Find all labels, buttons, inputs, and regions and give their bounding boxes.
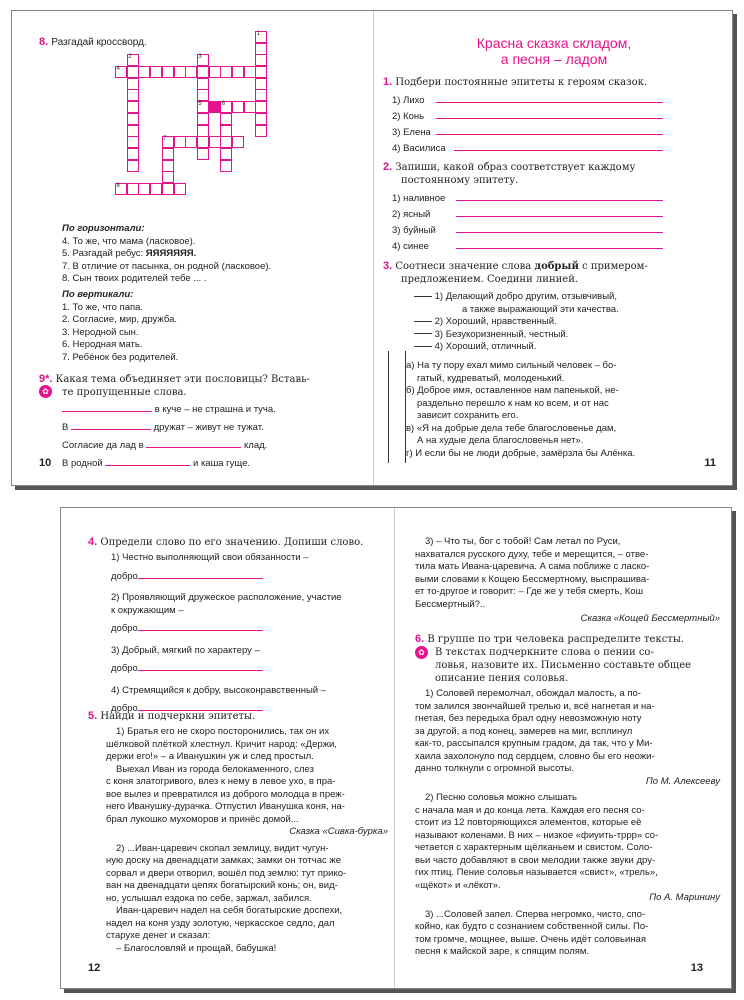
crossword-number: 1	[256, 30, 261, 37]
task-3-title-2: предложением. Соедини линией.	[401, 274, 579, 285]
crossword-cell[interactable]	[232, 136, 244, 148]
crossword-cell[interactable]	[255, 89, 267, 101]
crossword-cell[interactable]	[220, 136, 232, 148]
crossword-cell[interactable]	[244, 101, 256, 113]
answer-line[interactable]	[456, 239, 663, 249]
answer-line[interactable]	[456, 207, 663, 217]
example-b[interactable]: б) Доброе имя, оставленное нам папенькой, не-	[406, 385, 619, 396]
clue-v3: 3. Неродной сын.	[62, 326, 139, 338]
crossword-cell[interactable]	[255, 125, 267, 137]
word-dobryi: добрый	[534, 261, 579, 272]
group-work-icon: ✿	[415, 646, 428, 659]
rebus: ЯЯЯЯЯЯЯ.	[145, 248, 197, 259]
task-4-number: 4.	[88, 536, 98, 548]
crossword-cell[interactable]	[162, 160, 174, 172]
source-n2: По А. Маринину	[649, 892, 720, 903]
crossword-cell[interactable]	[209, 101, 221, 113]
task-8-title: Разгадай кроссворд.	[51, 37, 147, 48]
crossword-grid[interactable]	[12, 11, 373, 231]
answer-line[interactable]	[138, 569, 263, 579]
crossword-number: 2	[128, 54, 132, 61]
answer-line[interactable]	[436, 109, 663, 119]
blank[interactable]	[71, 420, 151, 430]
crossword-cell[interactable]	[220, 125, 232, 137]
crossword-cell[interactable]	[150, 66, 162, 78]
group-work-icon: ✿	[39, 385, 52, 398]
answer-line[interactable]	[456, 191, 663, 201]
clues-vertical	[62, 289, 362, 364]
task-2-number: 2.	[383, 161, 393, 173]
clue-h4: 4. То же, что мама (ласковое).	[62, 235, 196, 247]
crossword-cell[interactable]	[138, 66, 150, 78]
crossword-cell[interactable]	[255, 78, 267, 90]
crossword-cell[interactable]	[127, 136, 139, 148]
task-6-number: 6.	[415, 633, 425, 645]
meaning-2[interactable]: 2) Хороший, нравственный.	[414, 316, 714, 329]
task-9-number: 9*.	[39, 373, 53, 385]
crossword-cell[interactable]	[185, 66, 197, 78]
clue-v6: 6. Неродная мать.	[62, 339, 143, 350]
crossword-cell[interactable]	[255, 54, 267, 66]
crossword-cell[interactable]	[232, 101, 244, 113]
task-5-title: Найди и подчеркни эпитеты.	[100, 711, 256, 722]
crossword-cell[interactable]	[232, 66, 244, 78]
task-3-number: 3.	[383, 260, 393, 272]
answer-line[interactable]	[454, 141, 663, 151]
task-1-items: 1) Лихо 2) Конь 3) Елена 4) Василиса	[392, 93, 663, 157]
crossword-cell[interactable]	[197, 148, 209, 160]
crossword-cell[interactable]	[127, 125, 139, 137]
text-1: 1) Братья его не скоро посторонились, так он их шёлковой плёткой хлестнул. Кричит народ: «Держи, держи его!» – а Иванушкин уж и след простыл. Выехал Иван из города белокаменного, слез с коня златогривого, влез к нему в левое ухо, в пра- вое вылез и превратился из доброго молодца в преж- него Иванушку-дурачка. Отпустил Иванушка коня, на- брал лукошко мухоморов и принёс домой... Сказка «Сивка-бурка» 2) ...Иван-царевич скопал землицу, видит чугун- ную доску на двенадцати замках; замки он тотчас же сорвал и двери отворил, вошёл под землю: тут прико- ван на двенадцати цепях богатырский конь; он, вид- но, услышал ездока по себе, заржал, забился. Иван-царевич надел на себя богатырские доспехи, надел на коня узду золотую, черкасское седло, дал старухе денег и сказал: – Благословляй и прощай, бабушка!	[106, 726, 388, 954]
crossword-cell[interactable]	[255, 43, 267, 55]
section-heading: Красна сказка складом, а песня – ладом	[476, 35, 632, 67]
page-number-12: 12	[88, 962, 101, 974]
crossword-cell[interactable]	[197, 136, 209, 148]
crossword-number: 8	[116, 183, 120, 189]
task-4-title: Определи слово по его значению. Допиши слово.	[100, 537, 364, 548]
crossword-cell[interactable]	[127, 183, 139, 195]
crossword-number: 5	[198, 101, 202, 108]
crossword-cell[interactable]	[197, 125, 209, 137]
crossword-cell[interactable]	[209, 136, 221, 148]
source-3: Сказка «Кощей Бессмертный»	[580, 613, 720, 624]
crossword-cell[interactable]	[220, 160, 232, 172]
meaning-4[interactable]: 4) Хороший, отличный.	[414, 341, 714, 354]
task-8-number: 8.	[39, 36, 49, 48]
meaning-1[interactable]: 1) Делающий добро другим, отзывчивый,	[414, 291, 714, 304]
clue-h7: 7. В отличие от пасынка, он родной (ласковое).	[62, 260, 272, 272]
task-1-title: Подбери постоянные эпитеты к героям сказок.	[395, 77, 648, 88]
crossword-cell[interactable]	[220, 148, 232, 160]
proverb-4: В родной и каша гуще.	[62, 458, 250, 469]
horiz-title: По горизонтали:	[62, 223, 145, 234]
crossword-cell[interactable]	[174, 183, 186, 195]
crossword-cell[interactable]	[174, 66, 186, 78]
blank[interactable]	[146, 438, 241, 448]
crossword-cell[interactable]	[197, 78, 209, 90]
crossword-cell[interactable]	[197, 66, 209, 78]
example-v[interactable]: в) «Я на добрые дела тебе благословенье дам,	[406, 422, 617, 434]
examples-list: а) На ту пору ехал мимо сильный человек – бо- гатый, кудреватый, молоденький. б) Доброе имя, оставленное нам папенькой, не- раздельно перешло к нам ко всем, и от нас зависит сохранить его. в) «Я на добрые дела тебе благословенье дам, А на худые дела благословенья нет». г) И если бы не люди добрые, замёрзла бы Алёнка.	[406, 360, 731, 460]
crossword-cell[interactable]	[255, 66, 267, 78]
crossword-number: 7	[163, 136, 167, 143]
crossword-cell[interactable]	[255, 113, 267, 125]
task-2-items: 1) наливное 2) ясный 3) буйный 4) синее	[392, 191, 663, 255]
crossword-cell[interactable]	[127, 101, 139, 113]
crossword-cell[interactable]	[150, 183, 162, 195]
crossword-cell[interactable]	[127, 148, 139, 160]
source-n1: По М. Алексееву	[645, 775, 720, 787]
answer-line[interactable]	[456, 223, 663, 233]
crossword-cell[interactable]	[174, 136, 186, 148]
task-4-items: 1) Честно выполняющий свои обязанности – добро 2) Проявляющий дружеское расположение, участие к окружающим – добро 3) Добрый, мягкий по характеру – добро 4) Стремящийся к добру, высоконравственный – добро	[111, 552, 342, 714]
clues-horizontal	[62, 223, 362, 286]
crossword-cell[interactable]	[138, 183, 150, 195]
task-6-title: В текстах подчеркните слова о пении со- ловья, назовите их. Письменно составьте общее описание пения соловья.	[435, 647, 692, 684]
crossword-cell[interactable]	[162, 148, 174, 160]
task-2-title-2: постоянному эпитету.	[401, 175, 519, 186]
page-12	[61, 508, 394, 988]
bottom-spread	[60, 507, 732, 989]
crossword-cell[interactable]	[220, 66, 232, 78]
meaning-3[interactable]: 3) Безукоризненный, честный.	[414, 329, 714, 342]
page-11: Красна сказка складом, а песня – ладом 1. Подбери постоянные эпитеты к героям сказок. 1) Лихо 2) Конь 3) Елена 4) Василиса 2. Запиши, какой образ соответствует каждому постоянному эпитету. 1) наливное 2) ясный 3) буйный 4) синее 3. Соотнеси значение слова добрый с примером- предложением. Соедини линией. 1) Делающий добро другим, отзывчивый, а также выражающий эти качества. 2) Хороший, нравственный. 3) Безукоризненный, честный. 4) Хороший, отличный. а) На ту пору ехал мимо сильный человек – бо- гатый, кудреватый, молоденький. б) Доброе имя, оставленное нам папенькой, не- раздельно перешло к нам ко всем, и от нас зависит сохранить его. в) «Я на добрые дела тебе благословенье дам, А на худые дела благословенья нет». г) И если бы не люди добрые, замёрзла бы Алёнка. 11	[374, 11, 734, 485]
answer-line[interactable]	[436, 125, 663, 135]
answer-line[interactable]	[138, 661, 263, 671]
text-3: 3) – Что ты, бог с тобой! Сам летал по Руси, нахватался русского духу, тебе и мерещится, – отве- тила мать Ивана-царевича. А сама поближе с ласко- выми словами к Кощею Бессмертному, выспрашива- ет то-другое и говорит: – Где же у тебя смерть, Кош Бессмертный?.. Сказка «Кощей Бессмертный»	[415, 536, 720, 624]
task-2-title: Запиши, какой образ соответствует каждому	[395, 162, 636, 173]
clue-h5: 5. Разгадай ребус: ЯЯЯЯЯЯЯ.	[62, 248, 197, 259]
example-a[interactable]: а) На ту пору ехал мимо сильный человек – бо-	[406, 360, 617, 371]
page-13: 3) – Что ты, бог с тобой! Сам летал по Руси, нахватался русского духу, тебе и мерещится, – отве- тила мать Ивана-царевича. А сама поближе с ласко- выми словами к Кощею Бессмертному, выспрашива- ет то-другое и говорит: – Где же у тебя смерть, Кош Бессмертный?.. Сказка «Кощей Бессмертный» 6. В группе по три человека распределите тексты. ✿ В текстах подчеркните слова о пении со- ловья, назовите их. Письменно составьте общее описание пения соловья. 1) Соловей перемолчал, обождал малость, а по- том залился звончайшей трелью и, всё нагнетая и на- гнетая, без передыха брал одну невозможную ноту за другой, а под конец, замерев на миг, всплинул как-то, рассыпался крупным градом, да так, что у Ми- хаила захолонуло под сердцем, словно бы его неожи- данно толкнули с огромной высоты. По М. Алексееву 2) Песню соловья можно слышать с начала мая и до конца лета. Каждая его песня со- стоит из 12 повторяющихся элементов, которые её называют коленами. В них – низкое «фиуить-тррр» со- четается с характерным щёлканьем и свистом. Соло- вьи часто добавляют в свои мелодии также звуки дру- гих птиц. Пение соловья называется «свист», «трель», «щёкот» и «лёкот». По А. Маринину 3) ...Соловей запел. Сперва негромко, чисто, спо- койно, как будто с сознанием собственной силы. По- том громче, мощнее, выше. Очень идёт соловьиная песня к майской заре, к спящим полям. 13	[395, 508, 733, 988]
clue-h8: 8. Сын твоих родителей тебе ... .	[62, 273, 207, 284]
vert-title: По вертикали:	[62, 289, 134, 300]
crossword-number: 3	[198, 54, 202, 61]
blank[interactable]	[62, 402, 152, 412]
crossword-cell[interactable]	[197, 89, 209, 101]
crossword-cell[interactable]	[127, 78, 139, 90]
crossword-cell[interactable]	[220, 113, 232, 125]
crossword-cell[interactable]	[244, 66, 256, 78]
crossword-cell[interactable]	[162, 171, 174, 183]
clue-v2: 2. Согласие, мир, дружба.	[62, 314, 177, 325]
nightingale-texts: 1) Соловей перемолчал, обождал малость, а по- том залился звончайшей трелью и, всё нагнетая и на- гнетая, без передыха брал одну невозможную ноту за другой, а под конец, замерев на миг, всплинул как-то, рассыпался крупным градом, да так, что у Ми- хаила захолонуло под сердцем, словно бы его неожи- данно толкнули с огромной высоты. По М. Алексееву 2) Песню соловья можно слышать с начала мая и до конца лета. Каждая его песня со- стоит из 12 повторяющихся элементов, которые её называют коленами. В них – низкое «фиуить-тррр» со- четается с характерным щёлканьем и свистом. Соло- вьи часто добавляют в свои мелодии также звуки дру- гих птиц. Пение соловья называется «свист», «трель», «щёкот» и «лёкот». По А. Маринину 3) ...Соловей запел. Сперва негромко, чисто, спо- койно, как будто с сознанием собственной силы. По- том громче, мощнее, выше. Очень идёт соловьиная песня к майской заре, к спящим полям.	[415, 688, 720, 957]
task-1-number: 1.	[383, 76, 393, 88]
proverb-3: Согласие да лад в клад.	[62, 440, 268, 451]
meanings-list: 1) Делающий добро другим, отзывчивый, а также выражающий эти качества. 2) Хороший, нравственный. 3) Безукоризненный, честный. 4) Хороший, отличный.	[414, 291, 714, 354]
crossword-number: 4	[116, 66, 120, 72]
answer-line[interactable]	[436, 93, 663, 103]
task-5-number: 5.	[88, 710, 98, 722]
crossword-cell[interactable]	[127, 113, 139, 125]
crossword-cell[interactable]	[197, 113, 209, 125]
task-9-title: Какая тема объединяет эти пословицы? Вставь-	[55, 374, 310, 385]
page-number-10: 10	[39, 457, 52, 469]
clue-v1: 1. То же, что папа.	[62, 301, 144, 313]
proverb-2: В дружат – живут не тужат.	[62, 422, 264, 433]
clue-v7: 7. Ребёнок без родителей.	[62, 351, 179, 363]
source-1: Сказка «Сивка-бурка»	[289, 826, 388, 837]
answer-line[interactable]	[138, 621, 263, 631]
page-number-13: 13	[690, 962, 703, 974]
crossword-cell[interactable]	[127, 89, 139, 101]
page-10	[12, 11, 373, 485]
crossword-cell[interactable]	[209, 66, 221, 78]
crossword-cell[interactable]	[127, 66, 139, 78]
crossword-cell[interactable]	[162, 183, 174, 195]
crossword-cell[interactable]	[255, 101, 267, 113]
example-g[interactable]: г) И если бы не люди добрые, замёрзла бы Алёнка.	[406, 447, 636, 459]
blank[interactable]	[105, 456, 190, 466]
top-spread	[11, 10, 733, 486]
crossword-number: 6	[221, 101, 226, 108]
proverb-1: в куче – не страшна и туча.	[62, 402, 276, 417]
connector-lines	[388, 351, 406, 463]
page-number-11: 11	[704, 457, 716, 469]
crossword-cell[interactable]	[127, 160, 139, 172]
crossword-cell[interactable]	[162, 66, 174, 78]
crossword-cell[interactable]	[185, 136, 197, 148]
task-9-title-2: те пропущенные слова.	[62, 387, 187, 398]
